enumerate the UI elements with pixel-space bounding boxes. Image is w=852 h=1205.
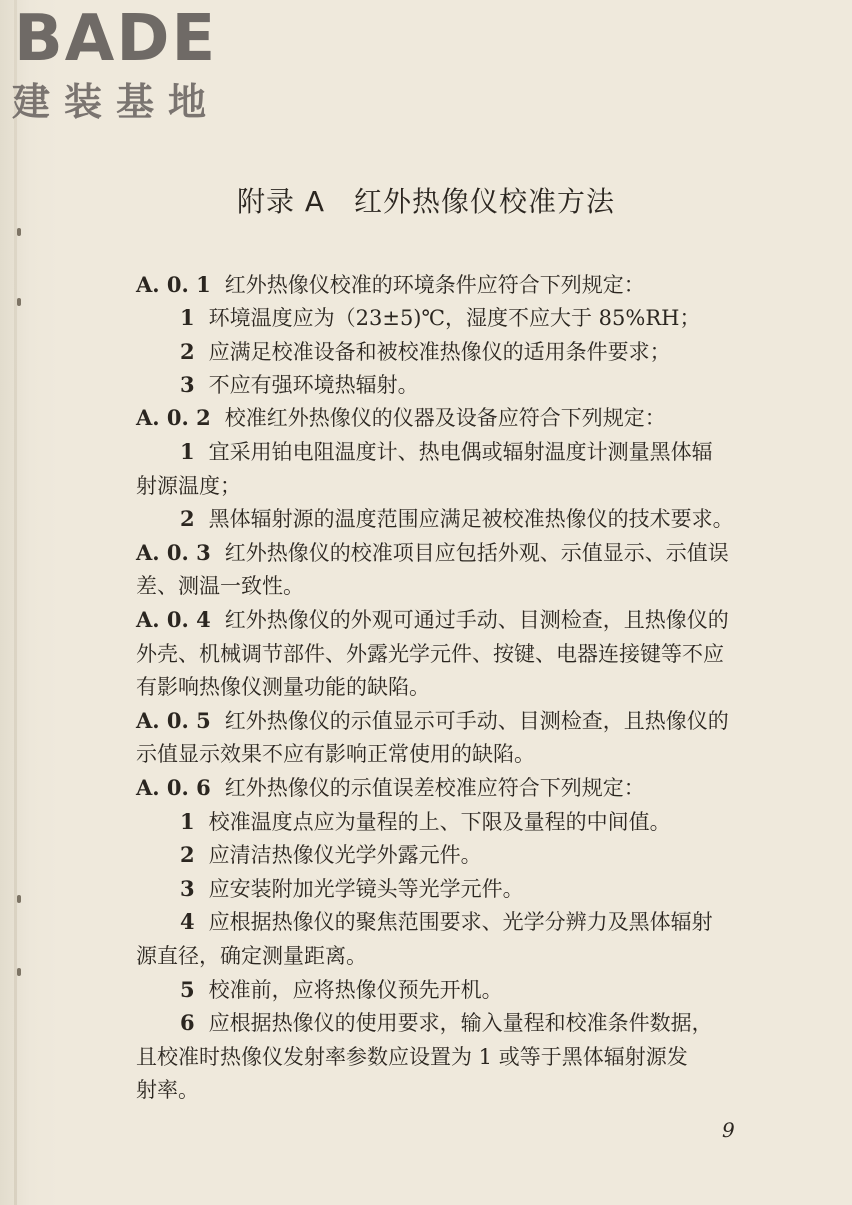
item-number: 1 bbox=[180, 305, 195, 330]
item-number: 1 bbox=[180, 809, 195, 834]
clause-text: 校准红外热像仪的仪器及设备应符合下列规定： bbox=[224, 406, 666, 430]
page-number: 9 bbox=[722, 1118, 735, 1142]
clause-a02 bbox=[136, 404, 756, 432]
margin-mark bbox=[17, 228, 21, 236]
item-a06-6-cont: 射率。 bbox=[136, 1078, 199, 1102]
item-text: 应根据热像仪的聚焦范围要求、光学分辨力及黑体辐射 bbox=[208, 910, 713, 934]
clause-text: 红外热像仪的示值显示可手动、目测检查，且热像仪的 bbox=[224, 709, 729, 733]
clause-number: A. 0. 6 bbox=[136, 775, 211, 800]
item-text: 应满足校准设备和被校准热像仪的适用条件要求； bbox=[208, 340, 671, 364]
clause-a03 bbox=[136, 539, 756, 567]
item-text: 应安装附加光学镜头等光学元件。 bbox=[208, 877, 524, 901]
item-a06-2 bbox=[180, 841, 800, 869]
clause-number: A. 0. 1 bbox=[136, 272, 211, 297]
item-number: 1 bbox=[180, 439, 195, 464]
item-number: 5 bbox=[180, 977, 195, 1002]
item-a01-2 bbox=[180, 338, 800, 366]
clause-a03-cont: 差、测温一致性。 bbox=[136, 574, 304, 598]
item-text: 校准温度点应为量程的上、下限及量程的中间值。 bbox=[208, 810, 671, 834]
clause-text: 红外热像仪的校准项目应包括外观、示值显示、示值误 bbox=[224, 541, 729, 565]
item-a06-4-cont: 源直径，确定测量距离。 bbox=[136, 944, 367, 968]
item-number: 2 bbox=[180, 339, 195, 364]
item-a06-4 bbox=[180, 908, 800, 936]
item-a02-1-cont: 射源温度； bbox=[136, 474, 241, 498]
margin-mark bbox=[17, 968, 21, 976]
item-text: 不应有强环境热辐射。 bbox=[208, 373, 419, 397]
item-number: 2 bbox=[180, 842, 195, 867]
clause-text: 红外热像仪校准的环境条件应符合下列规定： bbox=[224, 273, 645, 297]
item-a06-6 bbox=[180, 1009, 800, 1037]
clause-a05 bbox=[136, 707, 756, 735]
margin-mark bbox=[17, 895, 21, 903]
clause-a05-cont: 示值显示效果不应有影响正常使用的缺陷。 bbox=[136, 742, 535, 766]
item-number: 3 bbox=[180, 372, 195, 397]
item-a02-1 bbox=[180, 438, 800, 466]
margin-mark bbox=[17, 298, 21, 306]
clause-number: A. 0. 3 bbox=[136, 540, 211, 565]
watermark-logo bbox=[8, 2, 248, 124]
clause-a01 bbox=[136, 271, 756, 299]
watermark-subtitle: 建装基地 bbox=[12, 80, 221, 124]
clause-a06 bbox=[136, 774, 756, 802]
item-number: 3 bbox=[180, 876, 195, 901]
item-a01-3 bbox=[180, 371, 800, 399]
item-number: 2 bbox=[180, 506, 195, 531]
clause-text: 红外热像仪的外观可通过手动、目测检查，且热像仪的 bbox=[224, 608, 729, 632]
item-number: 4 bbox=[180, 909, 195, 934]
clause-text: 红外热像仪的示值误差校准应符合下列规定： bbox=[224, 776, 645, 800]
item-a06-3 bbox=[180, 875, 800, 903]
clause-number: A. 0. 5 bbox=[136, 708, 211, 733]
item-number: 6 bbox=[180, 1010, 195, 1035]
item-text: 黑体辐射源的温度范围应满足被校准热像仪的技术要求。 bbox=[208, 507, 734, 531]
item-text: 环境温度应为（23±5)℃，湿度不应大于 85%RH； bbox=[208, 306, 701, 330]
watermark-brand: BADE bbox=[14, 2, 218, 76]
appendix-title: 附录 A 红外热像仪校准方法 bbox=[236, 185, 616, 218]
item-text: 应根据热像仪的使用要求，输入量程和校准条件数据， bbox=[208, 1011, 713, 1035]
item-a06-5 bbox=[180, 976, 800, 1004]
clause-a04-cont: 外壳、机械调节部件、外露光学元件、按键、电器连接键等不应 bbox=[136, 642, 724, 666]
item-text: 校准前，应将热像仪预先开机。 bbox=[208, 978, 503, 1002]
item-a01-1 bbox=[180, 304, 800, 332]
clause-number: A. 0. 4 bbox=[136, 607, 211, 632]
item-text: 应清洁热像仪光学外露元件。 bbox=[208, 843, 482, 867]
item-a02-2 bbox=[180, 505, 800, 533]
clause-number: A. 0. 2 bbox=[136, 405, 211, 430]
clause-a04 bbox=[136, 606, 756, 634]
item-a06-6-cont: 且校准时热像仪发射率参数应设置为 1 或等于黑体辐射源发 bbox=[136, 1045, 688, 1069]
item-text: 宜采用铂电阻温度计、热电偶或辐射温度计测量黑体辐 bbox=[208, 440, 713, 464]
item-a06-1 bbox=[180, 808, 800, 836]
clause-a04-cont: 有影响热像仪测量功能的缺陷。 bbox=[136, 675, 430, 699]
